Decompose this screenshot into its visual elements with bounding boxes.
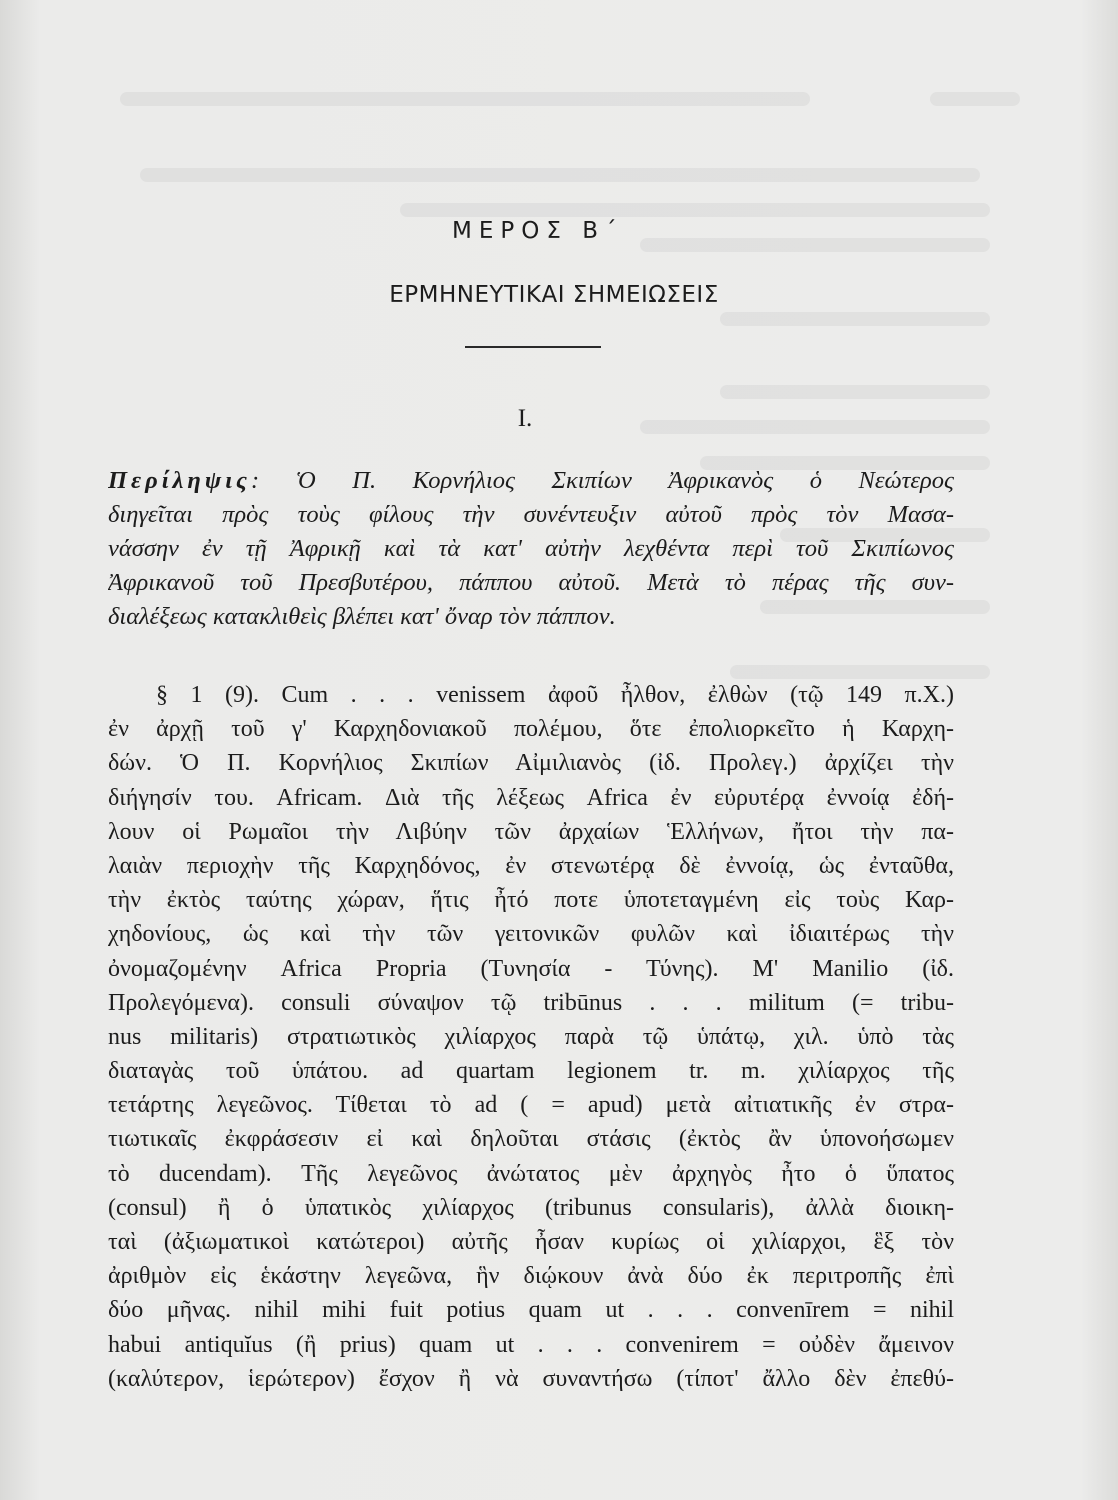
body-line: χηδονίους, ὡς καὶ τὴν τῶν γειτονικῶν φυλῶν καὶ ἰδιαιτέρως τὴν <box>108 921 954 948</box>
part-title: ΜΕΡΟΣ Β΄ <box>452 218 624 244</box>
bleed-line <box>930 92 1020 106</box>
section-title: ΕΡΜΗΝΕΥΤΙΚΑΙ ΣΗΜΕΙΩΣΕΙΣ <box>389 282 719 308</box>
bleed-line <box>640 238 990 252</box>
body-line: διαταγὰς τοῦ ὑπάτου. ad quartam legionem tr. m. χιλίαρχος τῆς <box>108 1058 954 1085</box>
bleed-line <box>720 312 990 326</box>
body-line: Προλεγόμενα). consuli σύναψον τῷ tribūnus . . . militum (= tribu- <box>108 989 954 1016</box>
body-line: ὀνομαζομένην Africa Propria (Τυνησία - Τύνης). M' Manilio (ἰδ. <box>108 955 954 982</box>
bleed-line <box>730 665 990 679</box>
bleed-line <box>720 385 990 399</box>
body-line: τὴν ἐκτὸς ταύτης χώραν, ἥτις ἦτό ποτε ὑποτεταγμένη εἰς τοὺς Καρ- <box>108 887 954 914</box>
summary-paragraph <box>108 464 952 634</box>
body-line: habui antiquĭus (ἢ prius) quam ut . . . convenirem = οὐδὲν ἄμεινον <box>108 1331 954 1358</box>
body-line: ταὶ (ἀξιωματικοὶ κατώτεροι) αὐτῆς ἦσαν κυρίως οἱ χιλίαρχοι, ἓξ τὸν <box>108 1229 954 1255</box>
body-line: τὸ ducendam). Τῆς λεγεῶνος ἀνώτατος μὲν ἀρχηγὸς ἦτο ὁ ὕπατος <box>108 1160 954 1187</box>
body-line: (καλύτερον, ἱερώτερον) ἔσχον ἢ νὰ συναντήσω (τίποτ' ἄλλο δὲν ἐπεθύ- <box>108 1365 954 1392</box>
bleed-line <box>140 168 980 182</box>
summary-line-text: : Ὁ Π. Κορνήλιος Σκιπίων Ἀφρικανὸς ὁ Νεώτερος <box>250 467 954 494</box>
bleed-line <box>400 203 990 217</box>
body-line: (consul) ἢ ὁ ὑπατικὸς χιλίαρχος (tribunus consularis), ἀλλὰ διοικη- <box>108 1194 954 1221</box>
summary-line <box>108 464 954 498</box>
summary-line: νάσσην ἐν τῇ Ἀφρικῇ καὶ τὰ κατ' αὐτὴν λεχθέντα περὶ τοῦ Σκιπίωνος <box>108 535 954 562</box>
summary-line: Ἀφρικανοῦ τοῦ Πρεσβυτέρου, πάππου αὐτοῦ. Μετὰ τὸ πέρας τῆς συν- <box>108 569 954 596</box>
summary-line: διηγεῖται πρὸς τοὺς φίλους τὴν συνέντευξιν αὐτοῦ πρὸς τὸν Μασα- <box>108 501 954 528</box>
summary-line: διαλέξεως κατακλιθεὶς βλέπει κατ' ὄναρ τὸν πάππον. <box>108 603 616 630</box>
body-line: ἐν ἀρχῇ τοῦ γ' Καρχηδονιακοῦ πολέμου, ὅτε ἐπολιορκεῖτο ἡ Καρχη- <box>108 716 954 743</box>
summary-label: Περίληψις <box>108 467 251 494</box>
body-line: δών. Ὁ Π. Κορνήλιος Σκιπίων Αἰμιλιανὸς (ἰδ. Προλεγ.) ἀρχίζει τὴν <box>108 750 954 777</box>
body-line: τιωτικαῖς ἐκφράσεσιν εἰ καὶ δηλοῦται στάσις (ἐκτὸς ἂν ὑπονοήσωμεν <box>108 1126 954 1153</box>
body-line: δύο μῆνας. nihil mihi fuit potius quam ut . . . convenīrem = nihil <box>108 1297 954 1324</box>
bleed-line <box>640 420 990 434</box>
bleed-line <box>120 92 810 106</box>
body-line: § 1 (9). Cum . . . venissem ἀφοῦ ἦλθον, ἐλθὼν (τῷ 149 π.Χ.) <box>156 682 954 708</box>
body-line: λουν οἱ Ρωμαῖοι τὴν Λιβύην τῶν ἀρχαίων Ἑλλήνων, ἤτοι τὴν πα- <box>108 818 954 845</box>
body-line: τετάρτης λεγεῶνος. Τίθεται τὸ ad ( = apud) μετὰ αἰτιατικῆς ἐν στρα- <box>108 1092 954 1119</box>
commentary-paragraph <box>108 678 954 1396</box>
section-number: I. <box>517 405 533 432</box>
body-line: nus militaris) στρατιωτικὸς χιλίαρχος παρὰ τῷ ὑπάτῳ, χιλ. ὑπὸ τὰς <box>108 1023 954 1050</box>
body-line: διήγησίν του. Africam. Διὰ τῆς λέξεως Africa ἐν εὐρυτέρᾳ ἐννοίᾳ ἐδή- <box>108 784 954 811</box>
body-line: ἀριθμὸν εἰς ἑκάστην λεγεῶνα, ἣν διῴκουν ἀνὰ δύο ἐκ περιτροπῆς ἐπὶ <box>108 1263 954 1290</box>
title-divider <box>465 346 601 348</box>
body-line: λαιὰν περιοχὴν τῆς Καρχηδόνος, ἐν στενωτέρᾳ δὲ ἐννοίᾳ, ὡς ἐνταῦθα, <box>108 852 954 879</box>
